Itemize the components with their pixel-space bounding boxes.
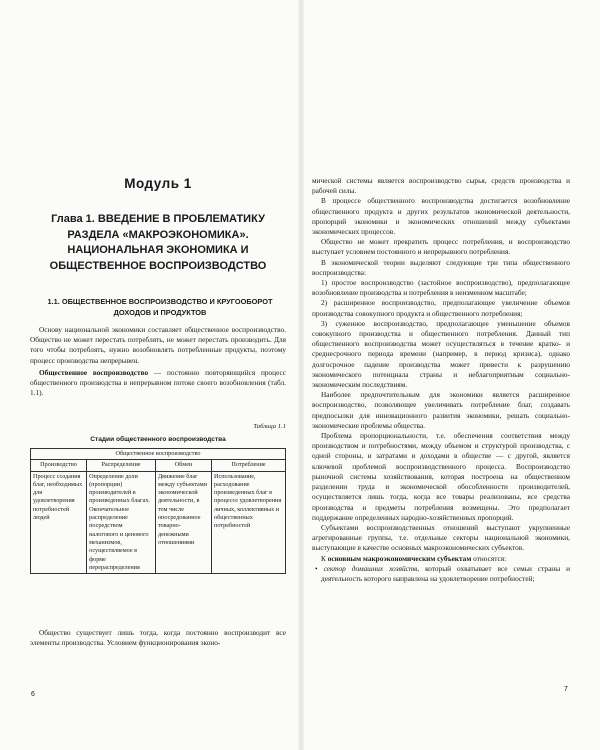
table-column-header: Обмен [155,460,211,471]
table-header-row [31,449,286,460]
paragraph-prefix: К [321,553,328,563]
list-item: 1) простое воспроизводство (застойное воспроизводство), предполагающее возобновление производства и потребления в неизменном масштабе; [312,278,570,298]
left-paragraph-3: Общество существует лишь тогда, когда постоянно воспроизводит все элементы производства. Условием функционирования эконо- [30,628,286,648]
table-column-header: Потребление [212,460,286,471]
left-paragraph-1: Основу национальной экономики составляет общественное воспроизводство. Общество не может перестать потреблять, не может перестать производить. Для того чтобы потреблять, нужно возобновлять потребленные продукты, поэтому процесс производства непрерывен. [30,325,286,365]
right-text-block [312,176,570,584]
term-households: сектор домашних хозяйств [323,563,418,573]
term-public-reproduction: Общественное воспроизводство [39,367,149,377]
right-paragraph-8 [312,554,570,564]
table-cell-production: Процесс создания благ, необходимых для удовлетворения потребностей людей [31,471,87,574]
left-closing-text [30,628,286,648]
definition-text: — постоянно повторяющийся процесс общественного производства в непрерывном потоке своего возобновления (табл. 1.1). [30,367,286,398]
table-row [31,471,286,574]
right-paragraph-2: В процессе общественного воспроизводства достигается возобновление общественного продукта и других результатов экономической деятельности, пропорций экономики и экономических отношений между субъектами экономических процессов. [312,196,570,237]
right-page [304,0,600,750]
term-macro-subjects: основным макроэкономическим субъектам [327,553,472,563]
table-cell-distribution: Определение доли (пропорции) производителей в произведенных благах. Окончательное распределение посредством налогового и ценового механизмов, осуществляемое в форме перераспределения [87,471,156,574]
table-cell-exchange: Движение благ между субъектами экономической деятельности, в том числе опосредованное товарно-денежными отношениями [155,471,211,574]
right-paragraph-4: В экономической теории выделяют следующие три типа общественного воспроизводства: [312,257,570,277]
right-paragraph-3: Общество не может прекратить процесс потребления, и воспроизводство выступает условием постоянного и непрерывного потребления. [312,237,570,257]
stages-table [30,448,286,574]
list-item: 2) расширенное воспроизводство, предполагающее увеличение объемов производства совокупного продукта и общественного потребления; [312,298,570,318]
right-paragraph-1: мической системы является воспроизводство сырья, средств производства и рабочей силы. [312,176,570,196]
table-columns-row [31,460,286,471]
bullet-icon: • [315,563,324,573]
table-label: Таблица 1.1 [253,423,286,430]
right-paragraph-7: Субъектами воспроизводственных отношений выступают укрупненные агрегированные группы, т.е. отдельные секторы национальной экономики, выступающие в качестве основных макроэкономических субъектов. [312,522,570,553]
right-paragraph-6: Проблема пропорциональности, т.е. обеспечения соответствия между производством и потребностями, между объемом и структурой производства, с одной стороны, и затратами и доходами в обществе — с другой, является ключевой проблемой воспроизводственного процесса. Воспроизводство рыночной системы хозяйствования, которая построена на общественном разделении труда и экономической обособленности производителей, осуществляется лишь тогда, когда все товары реализованы, все средства производства и предметы потребления возмещены. Это предполагает поддержание определенных народно-хозяйственных пропорций. [312,431,570,522]
left-page [0,0,298,750]
paragraph-suffix: относятся: [471,553,507,563]
module-title: Модуль 1 [124,176,192,191]
chapter-title: Глава 1. ВВЕДЕНИЕ В ПРОБЛЕМАТИКУ РАЗДЕЛА «МАКРОЭКОНОМИКА». НАЦИОНАЛЬНАЯ ЭКОНОМИКА И ОБЩЕСТВЕННОЕ ВОСПРОИЗВОДСТВО [49,213,267,272]
table-cell-consumption: Использование, расходование произведенных благ в процессе удовлетворения личных, коллективных и общественных потребностей [212,471,286,574]
table-title: Стадии общественного воспроизводства [90,436,226,443]
section-title: 1.1. ОБЩЕСТВЕННОЕ ВОСПРОИЗВОДСТВО И КРУГООБОРОТ ДОХОДОВ И ПРОДУКТОВ [47,297,273,317]
list-item: 3) суженное воспроизводство, предполагающее уменьшение объемов совокупного производства и общественного потребления. Данный тип общественного воспроизводства может осуществляться в течение кратко- и среднесрочного периода времени (например, в период кризиса), однако долгосрочное падение производства может привести к разрушению экономического потенциала страны и неблагоприятным социально-экономическим последствиям. [312,318,570,390]
table-group-header: Общественное воспроизводство [31,449,286,460]
bullet-text: , который охватывает все семьи страны и деятельность которого направлена на удовлетворение потребностей; [321,563,570,583]
bullet-item [312,564,570,584]
table-column-header: Производство [31,460,87,471]
right-paragraph-5: Наиболее предпочтительным для экономики является расширенное воспроизводство, позволяющее увеличивать потребление благ, создавать предпосылки для инновационного развития экономики, решать социально-экономические проблемы общества. [312,390,570,430]
page-number-right: 7 [564,686,568,693]
left-paragraph-2 [30,368,286,399]
page-number-left: 6 [31,691,35,698]
left-text-block [30,325,286,398]
table-column-header: Распределение [87,460,156,471]
